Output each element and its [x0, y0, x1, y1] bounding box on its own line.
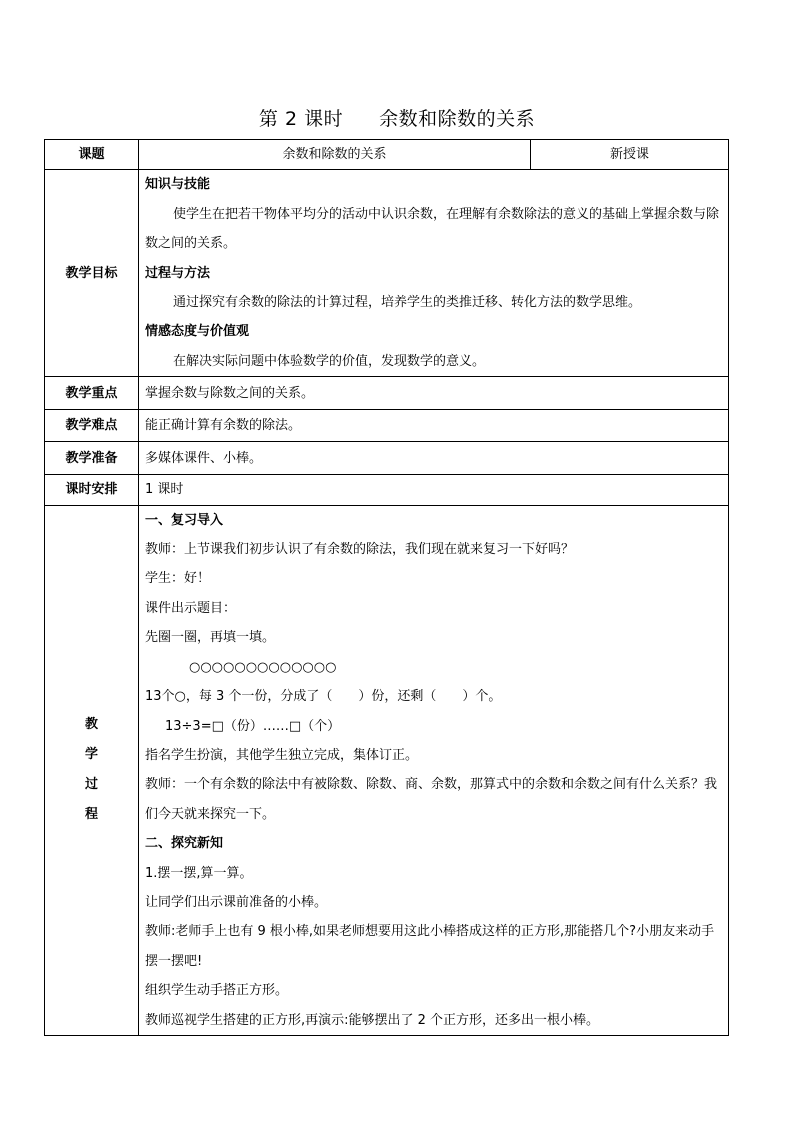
process-line: 教师:老师手上也有 9 根小棒,如果老师想要用这此小棒搭成这样的正方形,那能搭几个?小朋友来动手摆一摆吧!	[145, 924, 715, 969]
process-line: 指名学生扮演，其他学生独立完成，集体订正。	[145, 747, 419, 763]
lesson-plan-table	[44, 139, 729, 1036]
process-content	[139, 505, 729, 1035]
process-line: 教师：上节课我们初步认识了有余数的除法，我们现在就来复习一下好吗？	[145, 542, 575, 558]
preparation-label: 教学准备	[45, 442, 139, 475]
process-label	[45, 505, 139, 1035]
process-line: 让同学们出示课前准备的小棒。	[145, 894, 328, 910]
process-line: 13÷3=□（份）……□（个）	[165, 718, 341, 734]
process-line: 1.摆一摆,算一算。	[145, 865, 253, 881]
process-line: 教师：一个有余数的除法中有被除数、除数、商、余数，那算式中的余数和余数之间有什么关系？我们今天就来探究一下。	[145, 777, 718, 822]
objective-text-attitude: 在解决实际问题中体验数学的价值，发现数学的意义。	[173, 353, 486, 369]
process-label-char: 程	[84, 807, 98, 823]
preparation-value: 多媒体课件、小棒。	[139, 442, 729, 475]
process-label-char: 教	[84, 717, 98, 733]
objective-heading-process: 过程与方法	[145, 265, 211, 281]
process-line: 课件出示题目：	[145, 600, 237, 616]
process-line: 学生：好！	[145, 571, 211, 587]
schedule-value: 1 课时	[139, 475, 729, 505]
topic-label: 课题	[45, 140, 139, 170]
process-line: 教师巡视学生搭建的正方形,再演示:能够摆出了 2 个正方形，还多出一根小棒。	[145, 1012, 600, 1028]
process-label-char: 学	[84, 747, 98, 763]
process-row	[45, 505, 729, 1035]
difficulty-value: 能正确计算有余数的除法。	[139, 410, 729, 442]
objectives-content	[139, 170, 729, 377]
key-point-row	[45, 377, 729, 410]
topic-row	[45, 140, 729, 170]
schedule-label: 课时安排	[45, 475, 139, 505]
objectives-label: 教学目标	[45, 170, 139, 377]
objective-heading-attitude: 情感态度与价值观	[145, 324, 250, 340]
difficulty-label: 教学难点	[45, 410, 139, 442]
lesson-type: 新授课	[531, 140, 729, 170]
page-title	[0, 104, 794, 131]
key-point-label: 教学重点	[45, 377, 139, 410]
process-line: 13个○，每 3 个一份，分成了（ ）份，还剩（ ）个。	[145, 689, 502, 705]
objective-heading-knowledge: 知识与技能	[145, 177, 211, 193]
objective-text-process: 通过探究有余数的除法的计算过程，培养学生的类推迁移、转化方法的数学思维。	[173, 295, 642, 311]
lesson-number: 第 2 课时	[258, 108, 344, 130]
topic-value: 余数和除数的关系	[139, 140, 531, 170]
schedule-row	[45, 475, 729, 505]
objective-text-knowledge: 使学生在把若干物体平均分的活动中认识余数，在理解有余数除法的意义的基础上掌握余数与除数之间的关系。	[145, 206, 720, 252]
lesson-name: 余数和除数的关系	[379, 108, 536, 130]
process-line: ○○○○○○○○○○○○○	[189, 659, 337, 675]
preparation-row	[45, 442, 729, 475]
process-line: 组织学生动手搭正方形。	[145, 983, 289, 999]
objectives-row	[45, 170, 729, 377]
difficulty-row	[45, 410, 729, 442]
process-line: 一、复习导入	[145, 512, 224, 528]
key-point-value: 掌握余数与除数之间的关系。	[139, 377, 729, 410]
process-label-char: 过	[84, 777, 98, 793]
process-line: 先圈一圈，再填一填。	[145, 630, 276, 646]
process-line: 二、探究新知	[145, 836, 224, 852]
